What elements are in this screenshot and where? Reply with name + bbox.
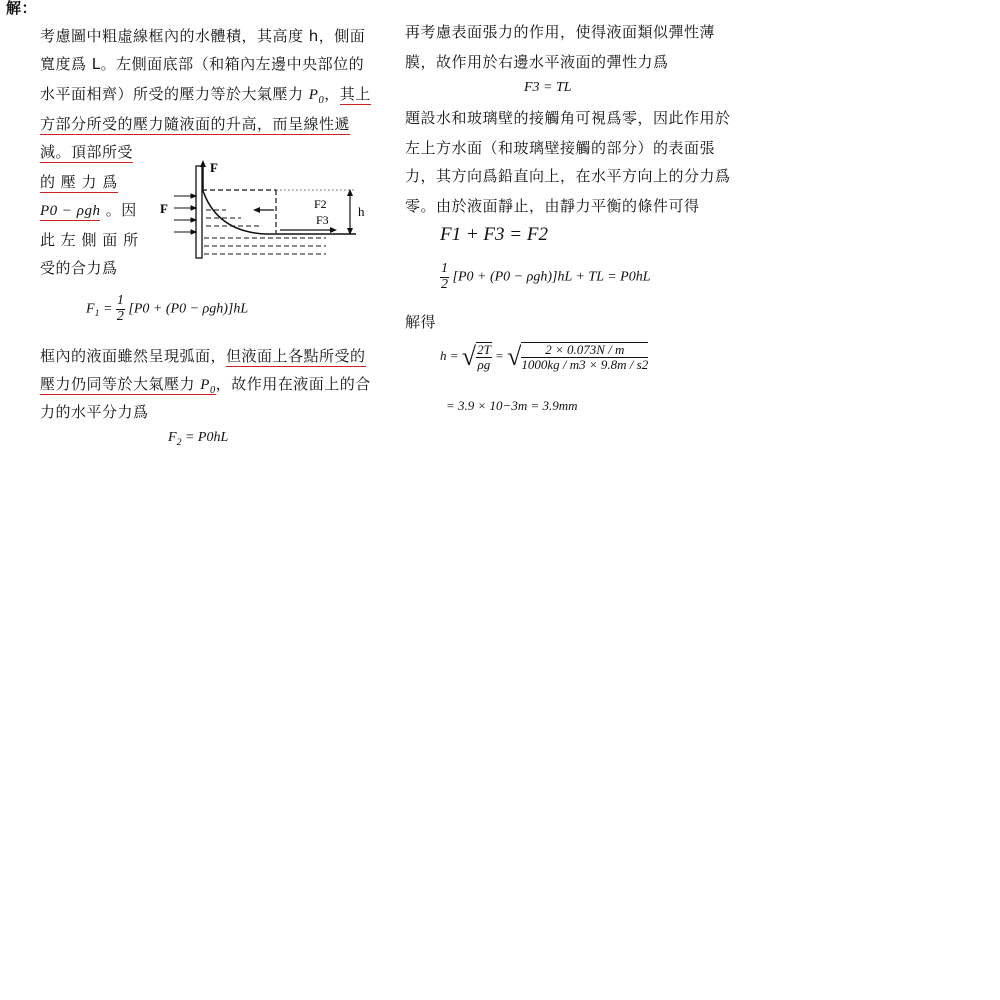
left-line-2: 寬度爲 L。左側面底部（和箱內左邊中央部位的 [40, 55, 365, 73]
left-line-3: 水平面相齊）所受的壓力等於大氣壓力 $P_0$，其上 [40, 85, 371, 106]
water-tank-figure [156, 158, 376, 262]
glass-wall [196, 166, 202, 258]
equation-h: h = √ $\frac{2T}{\rho g}$ = √ $\frac{2 \times 0.073N / m}{1000kg / m3 \times 9.8m / s2}$ [440, 342, 649, 372]
p0-rho-gh: P0 − ρgh [40, 203, 101, 219]
meniscus-curve [202, 188, 356, 234]
right-p2-line-3: 力，其方向爲鉛直向上，在水平方向上的分力爲 [405, 167, 731, 185]
left-line-1: 考慮圖中粗虛線框內的水體積，其高度 h，側面 [40, 27, 366, 45]
equation-f3: F3 = TL [524, 80, 572, 95]
half-fraction-right: $\frac{1}{2}$ [441, 261, 448, 292]
right-line-2: 膜，故作用於右邊水平液面的彈性力爲 [405, 53, 669, 71]
equation-f1: $F_1$ = $\frac{1}{2}$ [P0 + (P0 − ρgh)]hL [86, 293, 249, 324]
physics-diagram [156, 158, 376, 262]
solution-label: 解： [6, 0, 38, 17]
right-p2-line-4: 零。由於液面靜止，由靜力平衡的條件可得 [405, 197, 700, 215]
right-p2-line-1: 題設水和玻璃壁的接觸角可視爲零，因此作用於 [405, 109, 731, 127]
half-fraction: $\frac{1}{2}$ [116, 293, 124, 324]
left-line-3-text: 水平面相齊）所受的壓力等於大氣壓力 [40, 85, 304, 103]
left-p2-line-1: 框內的液面雖然呈現弧面，但液面上各點所受的 [40, 347, 366, 365]
equation-expanded: $\frac{1}{2}$ [P0 + (P0 − ρgh)]hL + TL = P0hL [441, 261, 651, 292]
wrap-line-5: 受的合力爲 [40, 259, 118, 277]
equation-result: = 3.9 × 10−3m = 3.9mm [446, 398, 578, 413]
label-f2: F2 [314, 197, 327, 211]
label-f-left: F [160, 201, 168, 216]
sqrt-fraction-2: $\frac{2 \times 0.073N / m}{1000kg / m3 \times 9.8m / s2}$ [521, 342, 649, 372]
wrap-line-1: 減。頂部所受 [40, 143, 134, 161]
f3-arrow-head-icon [330, 227, 337, 233]
wrap-line-2: 的 壓 力 爲 [40, 173, 118, 191]
equation-f2: $F_2 = P0hL$ [168, 430, 229, 448]
water-hatching [204, 210, 326, 254]
wrap-line-3: P0 − ρgh 。因 [40, 201, 137, 219]
label-f3: F3 [316, 213, 329, 227]
left-line-4: 方部分所受的壓力隨液面的升高，而呈線性遞 [40, 115, 351, 133]
f2-arrow-head-icon [253, 207, 260, 213]
left-pressure-arrows [174, 194, 196, 234]
equation-balance: F1 + F3 = F2 [440, 224, 548, 245]
solve-label: 解得 [405, 313, 437, 331]
right-line-1: 再考慮表面張力的作用，使得液面類似彈性薄 [405, 23, 716, 41]
wrap-line-4: 此 左 側 面 所 [40, 231, 139, 249]
p0-symbol: $P_0$ [308, 87, 325, 106]
arrow-head-icon [200, 160, 206, 167]
sqrt-fraction-1: $\frac{2T}{\rho g}$ [477, 342, 491, 372]
label-h: h [358, 204, 365, 219]
label-f-top: F [210, 160, 218, 175]
left-p2-line-3: 力的水平分力爲 [40, 403, 149, 421]
left-line-3-tail: 其上 [339, 85, 371, 103]
right-p2-line-2: 左上方水面（和玻璃壁接觸的部分）的表面張 [405, 139, 716, 157]
left-p2-line-2: 壓力仍同等於大氣壓力 $P_0$，故作用在液面上的合 [40, 375, 371, 396]
